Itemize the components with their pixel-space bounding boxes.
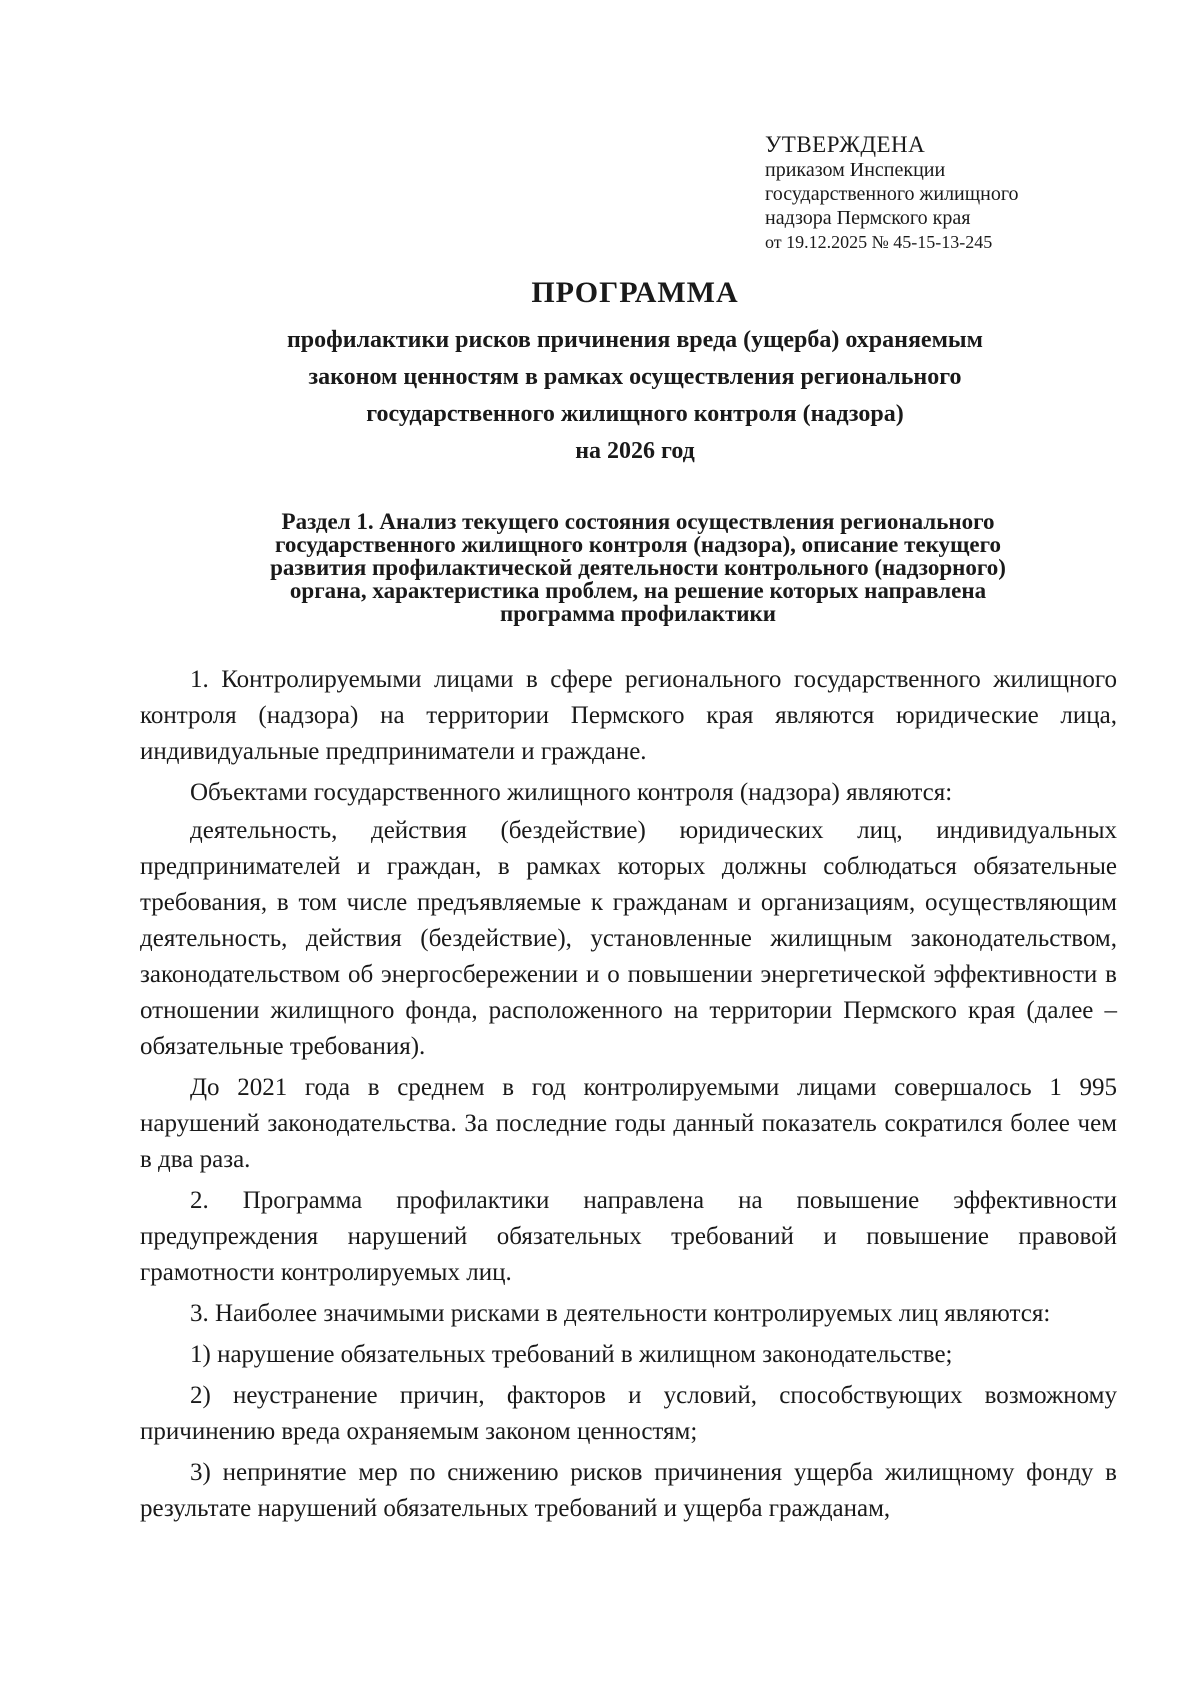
approval-stamp-block [765, 132, 1145, 254]
paragraph: До 2021 года в среднем в год контролируемыми лицами совершалось 1 995 нарушений законодательства. За последние годы данный показатель сократился более чем в два раза. [140, 1074, 1117, 1173]
approval-heading: УТВЕРЖДЕНА [765, 132, 926, 157]
paragraph: Объектами государственного жилищного контроля (надзора) являются: [190, 779, 953, 806]
subtitle-line-1: профилактики рисков причинения вреда (ущерба) охраняемым [286, 327, 984, 353]
section-line-2: государственного жилищного контроля (надзора), описание текущего [274, 532, 1002, 557]
paragraph: 2. Программа профилактики направлена на повышение эффективности предупреждения нарушений обязательных требований и повышение правовой грамотности контролируемых лиц. [140, 1187, 1117, 1286]
paragraph: 1. Контролируемыми лицами в сфере регионального государственного жилищного контроля (надзора) на территории Пермского края являются юридические лица, индивидуальные предприниматели и граждане. [140, 666, 1117, 765]
subtitle-line-3: государственного жилищного контроля (надзора) [366, 401, 904, 427]
paragraph: 3. Наиболее значимыми рисками в деятельности контролируемых лиц являются: [190, 1300, 1051, 1327]
document-body [140, 662, 1117, 1532]
paragraph: 3) непринятие мер по снижению рисков причинения ущерба жилищному фонду в результате нарушений обязательных требований и ущерба гражданам, [140, 1459, 1117, 1522]
approval-line-2: государственного жилищного [765, 183, 1019, 205]
paragraph: деятельность, действия (бездействие) юридических лиц, индивидуальных предпринимателей и граждан, в рамках которых должны соблюдаться обязательные требования, в том числе предъявляемые к гражданам и организациям, осуществляющим деятельность, действия (бездействие), установленные жилищным законодательством, законодательством об энергосбережении и о повышении энергетической эффективности в отношении жилищного фонда, расположенного на территории Пермского края (далее – обязательные требования). [140, 817, 1117, 1060]
section-line-5: программа профилактики [499, 601, 777, 626]
section-line-4: органа, характеристика проблем, на решение которых направлена [289, 578, 987, 603]
paragraph: 1) нарушение обязательных требований в жилищном законодательстве; [190, 1341, 953, 1368]
subtitle-line-2: законом ценностям в рамках осуществления регионального [308, 364, 962, 390]
document-subtitle [200, 322, 1070, 470]
paragraph: 2) неустранение причин, факторов и условий, способствующих возможному причинению вреда охраняемым законом ценностям; [140, 1382, 1117, 1445]
subtitle-line-4: на 2026 год [575, 438, 695, 464]
approval-line-4: от 19.12.2025 № 45-15-13-245 [765, 232, 993, 252]
section-line-3: развития профилактической деятельности контрольного (надзорного) [270, 555, 1006, 580]
document-title: ПРОГРАММА [531, 276, 739, 309]
section-heading [168, 510, 1108, 625]
approval-line-3: надзора Пермского края [765, 207, 971, 229]
section-line-1: Раздел 1. Анализ текущего состояния осуществления регионального [281, 509, 995, 534]
approval-line-1: приказом Инспекции [765, 159, 946, 181]
